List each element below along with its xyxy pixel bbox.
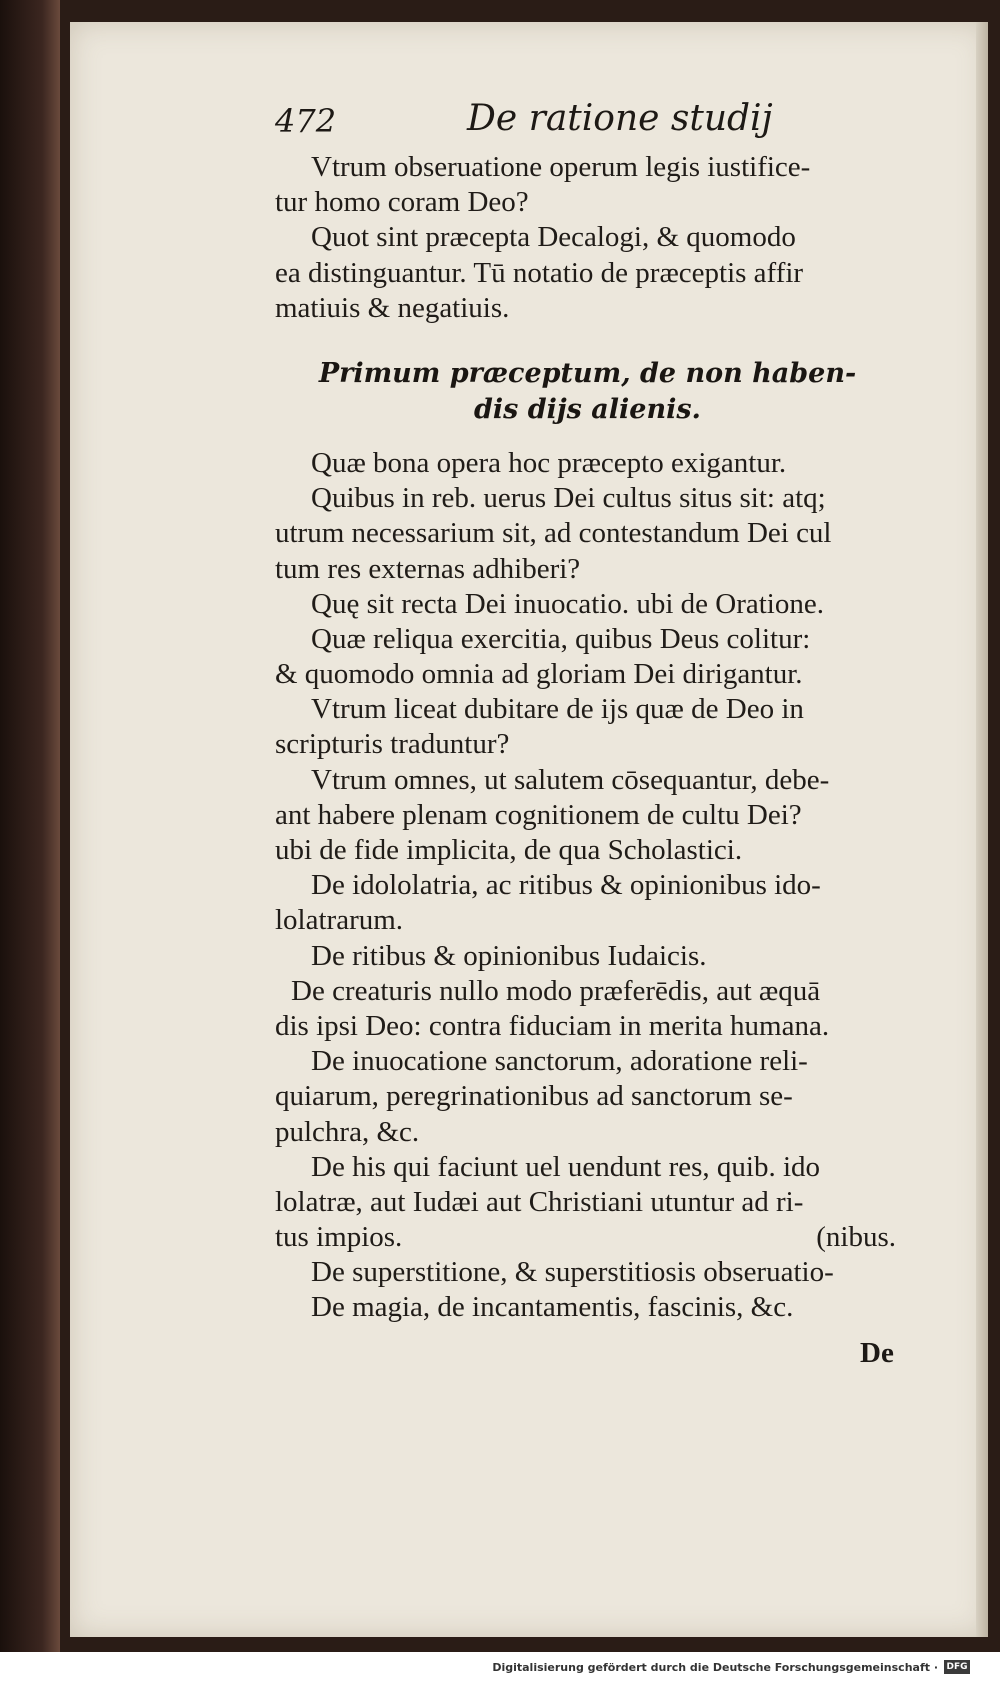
text-line: ubi de fide implicita, de qua Scholastici.: [275, 834, 743, 866]
text-line: De idololatria, ac ritibus & opinionibus ido-: [311, 869, 821, 902]
section-heading-line: dis dijs alienis.: [474, 393, 701, 425]
text-line: Quot sint præcepta Decalogi, & quomodo: [311, 221, 796, 254]
catchword: De: [860, 1337, 894, 1369]
text-line: scripturis traduntur?: [275, 728, 510, 761]
text-line: ea distinguantur. Tū notatio de præceptis affir: [275, 256, 804, 289]
text-line: [275, 1220, 900, 1255]
text-line: Quæ bona opera hoc præcepto exigantur.: [311, 446, 787, 479]
text-line: De inuocatione sanctorum, adoratione reli-: [311, 1045, 808, 1078]
text-line: De his qui faciunt uel uendunt res, quib. ido: [311, 1150, 821, 1183]
text-line: lolatrarum.: [275, 904, 404, 937]
text-line: Quę sit recta Dei inuocatio. ubi de Oratione.: [311, 587, 824, 620]
text-line: quiarum, peregrinationibus ad sanctorum se-: [275, 1080, 793, 1113]
text-line: Quæ reliqua exercitia, quibus Deus colitur:: [311, 622, 811, 655]
scan-binding-shadow: [0, 0, 60, 1652]
text-line: tum res externas adhiberi?: [275, 552, 581, 585]
text-line: utrum necessarium sit, ad contestandum Dei cul: [275, 517, 832, 550]
text-line: dis ipsi Deo: contra fiduciam in merita humana.: [275, 1009, 830, 1042]
text-line: De creaturis nullo modo præferēdis, aut æquā: [291, 974, 821, 1007]
text-line: Quibus in reb. uerus Dei cultus situs sit: atq;: [311, 482, 826, 515]
text-line-start: tus impios.: [275, 1221, 403, 1254]
section-heading-line: Primum præceptum, de non haben-: [318, 357, 857, 389]
text-line: pulchra, &c.: [275, 1115, 420, 1148]
running-head: De ratione studij: [467, 98, 773, 139]
page-header: [275, 98, 835, 148]
text-line: ant habere plenam cognitionem de cultu Dei?: [275, 798, 802, 831]
section-heading: [275, 356, 900, 428]
text-line: Vtrum liceat dubitare de ijs quæ de Deo in: [311, 693, 804, 726]
text-line-overflow: (nibus.: [816, 1221, 896, 1254]
text-line: lolatræ, aut Iudæi aut Christiani utuntur ad ri-: [275, 1185, 804, 1218]
page-number: 472: [275, 102, 337, 140]
text-line: & quomodo omnia ad gloriam Dei dirigantur.: [275, 658, 803, 691]
page-edge: [976, 22, 988, 1637]
digitization-credit: Digitalisierung gefördert durch die Deutsche Forschungsgemeinschaft ·: [492, 1661, 938, 1674]
text-line: matiuis & negatiuis.: [275, 291, 510, 324]
text-line: De superstitione, & superstitiosis obseruatio-: [311, 1256, 834, 1289]
text-line: De magia, de incantamentis, fascinis, &c.: [311, 1291, 794, 1324]
text-block: [275, 150, 900, 1326]
text-line: De ritibus & opinionibus Iudaicis.: [311, 939, 707, 972]
text-line: Vtrum obseruatione operum legis iustifice-: [311, 151, 811, 183]
text-line: Vtrum omnes, ut salutem cōsequantur, debe-: [311, 763, 830, 796]
text-line: tur homo coram Deo?: [275, 186, 529, 219]
dfg-logo-icon: DFG: [944, 1660, 970, 1674]
